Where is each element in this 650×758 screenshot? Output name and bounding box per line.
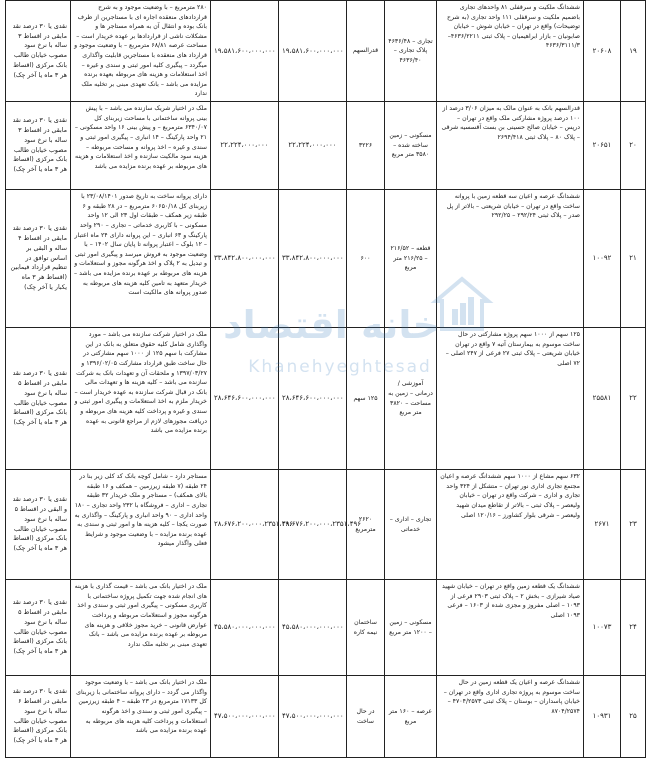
file-number: ۲۰۶۵۱: [584, 102, 621, 190]
row-number: ۲۲: [621, 328, 646, 470]
table-row: [6, 102, 646, 190]
usage-cell: آموزشی / درمانی – زمین به مساحت – ۳۸۲۰ متر مربع: [385, 328, 437, 470]
table-row: [6, 1, 646, 102]
property-description: ششدانگ عرصه و اعیان یک قطعه زمین در حال ساخت موسوم به پروژه تجاری اداری واقع در تهران – خیابان پاسداران – بوستان – پلاک ثبتی ۴۷۰۴/۲۵۷۳ – ۸۷۰۴/۲۵۷۴: [437, 676, 584, 758]
final-price: ۱۹،۵۸۱،۶۰۰،۰۰۰،۰۰۰: [211, 1, 279, 102]
conditions-description: ملک در اختیار بانک می باشد – قیمت گذاری با هزینه های انجام شده جهت تکمیل پروژه ساختمانی با کاربری مسکونی – پیگیری امور ثبتی و سندی و اخذ هرگونه مجوز و استعلامات مربوطه و پرداخت عوارض قانونی – خرید مجوز خلافی و هزینه های مربوطه بر عهده برنده مزایده می باشد – بانک تعهدی مبنی بر تخلیه ملک ندارد: [71, 580, 211, 676]
row-number: ۲۵: [621, 676, 646, 758]
base-price: ۲۸،۶۴۶،۶۰۰،۰۰۰،۰۰۰: [279, 328, 347, 470]
auction-table: [5, 0, 646, 758]
watermark-subtitle: Khanehyeghtesad: [248, 357, 432, 377]
conditions-description: ۲۸۰ مترمربع – با وضعیت موجود و به شرح قراردادهای منعقده اجاره ای با مستاجرین از طرف بانک بوده و انتقال آن به همراه مستاجر ها و مشکلات ناشی از قراردادها بر عهده خریدار است – مساحت عرصه ۶۸/۸۱ مترمربع – با وضعیت موجود و قرارداد های منعقده با مستاجرین قابلیت واگذاری میگردد – پیگیری کلیه امور ثبتی و سندی و غیره – اخذ استعلامات و هزینه های مربوطه بعهده برنده مزایده می باشد – بانک تعهدی مبنی بر تخلیه ملک ندارد: [71, 1, 211, 102]
file-number: ۱۰۰۹۲: [584, 190, 621, 328]
table-row: [6, 676, 646, 758]
property-description: ۱۲۵ سهم از ۱۰۰۰ سهم پروژه مشارکتی در حال ساخت موسوم به بیمارستان آتیه ۷ واقع در تهران خیابان شریعتی – پلاک ثبتی ۲۷ فرعی از ۲۴۷ اصلی – ۷۲ اصلی: [437, 328, 584, 470]
property-description: قدرالسهم بانک به عنوان مالک به میزان ۳/۰۶ درصد از ۱۰۰ درصد پروژه مشارکتی ملک واقع در تهران – درپس – خیابان صالح حسینی بن بست آقسسیه شرقی – پلاک ۸۰ – پلاک ثبتی ۲۶۹۴/۴۱۸: [437, 102, 584, 190]
area-cell: قدرالسهم: [347, 1, 385, 102]
file-number: ۲۶۷۱: [584, 470, 621, 580]
base-price: ۴۷،۵۰۰،۰۰۰،۰۰۰،۰۰۰: [279, 676, 347, 758]
final-price: ۴۵،۵۸۰،۰۰۰،۰۰۰،۰۰۰: [211, 580, 279, 676]
conditions-description: ملک در اختیار شرکت سازنده می باشد – مورد واگذاری شامل کلیه حقوق متعلق به بانک در این مشارکت با سهم ۱۲۵ از ۱۰۰۰ سهم مشارکتی در حال ساخت طبق قرارداد مشارکت ۱۳۹۶/۰۲/۰۵ و ۱۳۹۷/۰۳/۲۷ و ملحقات آن و تعهدات بانک به شرکت سازنده می باشد – کلیه هزینه ها و تعهدات مالی بانک در قبال شرکت سازنده به عهده خریدار است – خریدار ملزم به اخذ استعلامات و پیگیری امور ثبتی و سندی و غیره و پرداخت کلیه هزینه های مربوطه و دریافت مجوزهای لازم از مراجع قانونی به عهده برنده مزایده می باشد: [71, 328, 211, 470]
payment-terms: نقدی یا ۳۰ درصد نقد مابقی در اقساط ۵ ساله با نرخ سود مصوب خیابان طالب بانک مرکزی (اقساط هر ۳ ماه یا آخر چک): [6, 328, 71, 470]
row-number: ۲۴: [621, 580, 646, 676]
table-row: [6, 190, 646, 328]
table-row: [6, 580, 646, 676]
file-number: ۱۰۹۳۱: [584, 676, 621, 758]
row-number: ۱۹: [621, 1, 646, 102]
table-row: [6, 470, 646, 580]
row-number: ۲۰: [621, 102, 646, 190]
conditions-description: ملک در اختیار بانک می باشد – با وضعیت موجود واگذار می گردد – دارای پروانه ساختمانی با زیربنای کل ۱۷۱۳۳ مترمربع در ۲۳ طبقه – ۴ طبقه زیرزمین – پیگیری امور ثبتی و سندی و اخذ هرگونه استعلامات و پرداخت کلیه هزینه های مربوطه به عهده برنده مزایده می باشد: [71, 676, 211, 758]
property-description: ششدانگ عرصه و اعیان سه قطعه زمین با پروانه ساخت واقع در تهران – خیابان شریعتی – بالاتر از پل صدر – پلاک ثبتی ۲۹۲/۲۴ – ۲۹۲/۲۵: [437, 190, 584, 328]
row-number: ۲۳: [621, 470, 646, 580]
final-price: ۲۸،۶۴۶،۶۰۰،۰۰۰،۰۰۰: [211, 328, 279, 470]
conditions-description: مستاجر دارد – شامل کوچه بانک کد کلی زیر بنا در ۲۴ طبقه (۷ طبقه زیرزمین – همکف و ۱۶ طبقه بالای همکف) – مستاجر و ملک خریدار ۳۲ طبقه تجاری – اداری – فروشگاه با ۲۳۲ واحد تجاری – ۱۸۰ واحد اداری – ۹۰ واحد انباری و پارکینگ – واگذاری به صورت یکجا – کلیه هزینه ها و امور ثبتی و سندی به عهده برنده مزایده – با وضعیت موجود و شرایط فعلی واگذار میشود: [71, 470, 211, 580]
usage-cell: عرصه – ۱۶۰ متر مربع: [385, 676, 437, 758]
base-price: ۴۵،۵۸۰،۰۰۰،۰۰۰،۰۰۰: [279, 580, 347, 676]
final-price: ۴۷،۵۰۰،۰۰۰،۰۰۰،۰۰۰: [211, 676, 279, 758]
usage-cell: مسکونی – زمین ساخته شده – ۳۵۸۰ متر مربع: [385, 102, 437, 190]
watermark-title: خانه اقتصاد: [223, 303, 440, 347]
final-price: ۲۲،۲۲۴،۰۰۰،۰۰۰: [211, 102, 279, 190]
file-number: ۲۰۶۰۸: [584, 1, 621, 102]
property-description: ۶۳۲ سهم مشاع از ۱۰۰۰ سهم ششدانگ عرصه و اعیان مجتمع تجاری اداری نور تهران – متشکل از ۳۲۴ واحد تجاری و اداری – شرکت واقع در تهران – خیابان ولیعصر – پلاک ثبتی – بالاتر از تقاطع میدان شهید ولیعصر – شرقی بلوار کشاورز – ۱۲۰/۱۶ اصلی: [437, 470, 584, 580]
property-description: ششدانگ یک قطعه زمین واقع در تهران – خیابان شهید صیاد شیرازی – بخش ۲ – پلاک ثبتی ۲۹۰۳ فرعی از ۱۰۹۳ – اصلی مفروز و مجزی شده از ۱۶۰۳ – فرعی ۱۰۹۳ اصلی: [437, 580, 584, 676]
payment-terms: نقدی یا ۳۰ درصد نقد مابقی در اقساط ۳ ساله با نرخ سود مصوب خیابان طالب بانک مرکزی (اقساط هر ۳ ماه یا آخر چک): [6, 102, 71, 190]
payment-terms: نقدی یا ۳۰ درصد نقد مابقی در اقساط ۳ ساله با نرخ سود مصوب خیابان طالب بانک مرکزی (اقساط هر ۳ ماه یا آخر چک): [6, 1, 71, 102]
usage-cell: تجاری – اداری – خدماتی: [385, 470, 437, 580]
property-description: ششدانگ ملکیت و سرقفلی ۸۱ واحدهای تجاری باضمیم ملکیت و سرقفلی ۱۱۱ واحد تجاری (به شرح توضیحات) واقع در تهران – خیابان شوش – خیابان صابونیان – بازار ابراهیمیان – پلاک ثبتی ۴۶۳۶/۲۲۱۱–۴۶۳۶/۳۱۱۱/۳: [437, 1, 584, 102]
payment-terms: نقدی یا ۳۰ درصد نقد مابقی در اقساط ۴ ساله و البقی بر اساس توافق در تنظیم قرارداد فیمابین (اقساط هر ۳ ماه یکبار یا آخر چک): [6, 190, 71, 328]
base-price: ۲۲،۲۲۴،۰۰۰،۰۰۰: [279, 102, 347, 190]
usage-cell: تجاری – ۴۶۳۶/۴۸ پلاک تجاری – ۴۶۳۶/۴۰: [385, 1, 437, 102]
usage-cell: قطعه – ۲۱۶/۵۲ – ۲۱۶/۲۵ متر مربع: [385, 190, 437, 328]
area-cell: در حال ساخت: [347, 676, 385, 758]
final-price: ۳۳،۸۴۲،۸۰۰،۰۰۰،۰۰۰: [211, 190, 279, 328]
base-price: ۲۸،۶۷۶،۲۰۰،۰۰۰،۲۳۵۱،۴۹۶: [279, 470, 347, 580]
area-cell: ۲۶۲۰ مترمربع: [347, 470, 385, 580]
final-price: ۲۸،۶۷۶،۲۰۰،۰۰۰،۲۳۵۱،۴۹۶: [211, 470, 279, 580]
payment-terms: نقدی یا ۳۰ درصد نقد مابقی در اقساط ۵ ساله با نرخ سود مصوب خیابان طالب بانک مرکزی (اقساط هر ۳ ماه یا آخر چک): [6, 580, 71, 676]
conditions-description: ملک در اختیار شریک سازنده می باشد – با پیش بینی پروانه ساختمانی با مساحت زیربنای کل ۶۳۴۰/۰۷ مترمربع – و پیش بینی ۱۶ واحد مسکونی – ۲۱ واحد پارکینگ – ۱۴ انباری – پیگیری امور ثبتی و سندی و غیره – اخذ پروانه و مساحت مربوطه – هزینه سود مالکیت سازنده و اخذ استعلامات و هزینه های مربوطه بر عهده برنده مزایده می باشد: [71, 102, 211, 190]
row-number: ۲۱: [621, 190, 646, 328]
base-price: ۱۹،۵۸۱،۶۰۰،۰۰۰،۰۰۰: [279, 1, 347, 102]
area-cell: ۳۲۲۶: [347, 102, 385, 190]
usage-cell: مسکونی – زمین – ۱۲۰۰ متر مربع: [385, 580, 437, 676]
file-number: ۱۰۰۷۳: [584, 580, 621, 676]
auction-table-page: [5, 0, 645, 750]
payment-terms: نقدی یا ۳۰ درصد نقد مابقی در اقساط ۶ ساله با نرخ سود مصوب خیابان طالب بانک مرکزی (اقساط هر ۳ ماه یا آخر چک): [6, 676, 71, 758]
file-number: ۲۵۵۸۱: [584, 328, 621, 470]
table-row: [6, 328, 646, 470]
area-cell: ۱۲۵ سهم: [347, 328, 385, 470]
area-cell: ساختمان نیمه کاره: [347, 580, 385, 676]
area-cell: ۶۰۰: [347, 190, 385, 328]
conditions-description: دارای پروانه ساخت به تاریخ صدور ۲۳/۰۸/۱۴۰۱ با زیربنای کل ۶۰۶۵۰/۱۸ مترمربع – در ۲۸ طبقه و ۶ طبقه زیر همکف – طبقات اول ۲۳ الی ۱۲ واحد مسکونی – با کاربری خدماتی – تجاری – ۲۹۰ واحد پارکینگ و ۶۳ انباری – این پروانه دارای ۲۴ ماه اعتبار – ۱۲ بلوک – اعتبار پروانه تا پایان سال ۱۴۰۲ – با وضعیت موجود به فروش میرسد و پیگیری امور ثبتی و تبدیل به ۲ پلاک و اخذ هرگونه مجوز و استعلامات و هزینه های مربوطه بر عهده برنده مزایده می باشد – خریدار متعهد به تامین کلیه هزینه های مربوطه به صدور پروانه های مالکیت است: [71, 190, 211, 328]
base-price: ۳۳،۸۴۲،۸۰۰،۰۰۰،۰۰۰: [279, 190, 347, 328]
payment-terms: نقدی یا ۳۰ درصد نقد و البقی در اقساط ۵ ساله با نرخ سود مصوب خیابان طالب بانک مرکزی (اقساط هر ۳ ماه یا آخر چک): [6, 470, 71, 580]
